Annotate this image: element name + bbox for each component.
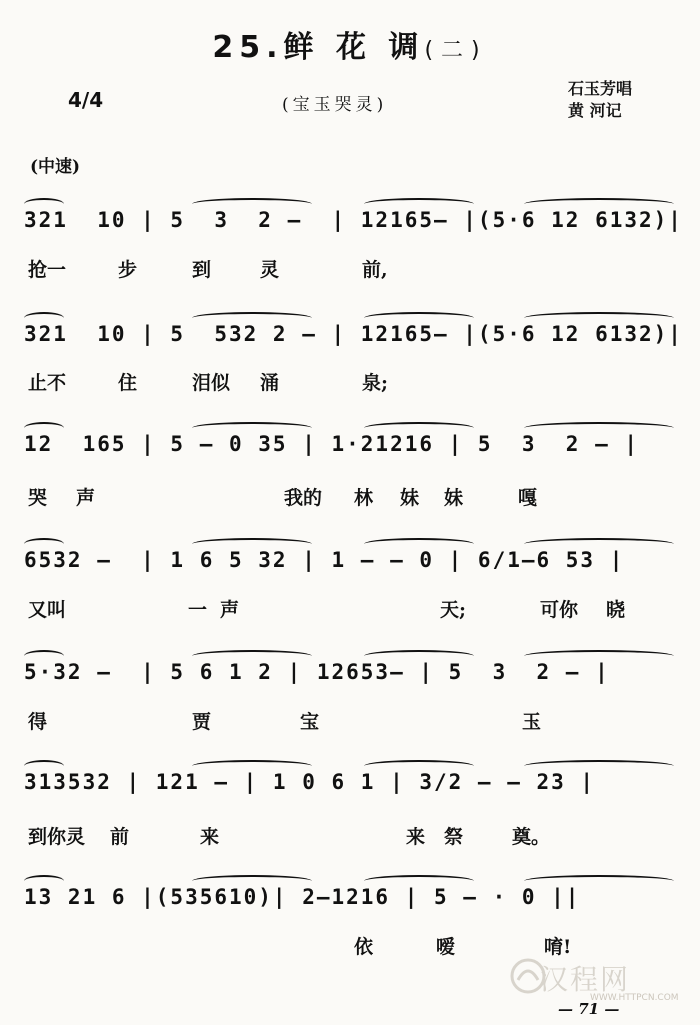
- lyric-syllable: 止不: [28, 372, 67, 394]
- lyric-syllable: 来: [200, 826, 220, 848]
- slur-mark: [192, 760, 312, 772]
- lyric-syllable: 晓: [606, 599, 626, 621]
- lyric-syllable: 哭: [28, 487, 48, 509]
- lyric-syllable: 唷!: [544, 936, 572, 958]
- slur-mark: [364, 312, 474, 324]
- watermark-logo-icon: [508, 956, 548, 996]
- lyric-row: [24, 822, 684, 852]
- notation-row: 313532 | 121 — | 1 0 6 1 | 3/2 — — 23 |: [24, 770, 596, 794]
- watermark-url: WWW.HTTPCN.COM: [590, 993, 679, 1003]
- lyric-syllable: 林: [354, 487, 374, 509]
- lyric-syllable: 嗳: [436, 936, 456, 958]
- lyric-syllable: 泪似: [192, 372, 231, 394]
- lyric-syllable: 抢一: [28, 259, 67, 281]
- lyric-syllable: 妹: [400, 487, 420, 509]
- slur-mark: [192, 312, 312, 324]
- lyric-syllable: 天;: [440, 599, 467, 621]
- lyric-syllable: 泉;: [362, 372, 389, 394]
- notation-row: 321 10 | 5 532 2 — | 12165— |(5·6 12 6132)|: [24, 322, 683, 346]
- lyric-row: [24, 483, 684, 513]
- lyric-syllable: 步: [118, 259, 138, 281]
- slur-mark: [192, 875, 312, 887]
- lyric-syllable: 妹: [444, 487, 464, 509]
- lyric-syllable: 又叫: [28, 599, 67, 621]
- slur-mark: [24, 538, 64, 550]
- lyric-syllable: 到你灵: [28, 826, 86, 848]
- lyric-syllable: 宝: [300, 711, 320, 733]
- lyric-row: [24, 707, 684, 737]
- slur-mark: [24, 650, 64, 662]
- notation-row: 6532 — | 1 6 5 32 | 1 — — 0 | 6/1—6 53 |: [24, 548, 625, 572]
- slur-mark: [524, 422, 674, 434]
- title-text: 25.鲜 花 调: [212, 30, 425, 65]
- lyric-syllable: 贾: [192, 711, 212, 733]
- time-signature: 4/4: [68, 88, 104, 112]
- notation-row: 321 10 | 5 3 2 — | 12165— |(5·6 12 6132)|: [24, 208, 683, 232]
- watermark-text: 汉程网: [540, 963, 631, 996]
- slur-mark: [524, 538, 674, 550]
- slur-mark: [364, 875, 474, 887]
- lyric-row: [24, 255, 684, 285]
- slur-mark: [24, 198, 64, 210]
- title-paren: (二): [424, 38, 488, 63]
- slur-mark: [364, 198, 474, 210]
- lyric-syllable: 声: [220, 599, 240, 621]
- slur-mark: [24, 760, 64, 772]
- slur-mark: [24, 312, 64, 324]
- lyric-syllable: 到: [192, 259, 212, 281]
- slur-mark: [524, 760, 674, 772]
- slur-mark: [364, 422, 474, 434]
- lyric-syllable: 声: [76, 487, 96, 509]
- lyric-syllable: 住: [118, 372, 138, 394]
- slur-mark: [24, 875, 64, 887]
- song-title: [0, 22, 700, 66]
- lyric-syllable: 一: [188, 599, 208, 621]
- lyric-syllable: 前: [110, 826, 130, 848]
- lyric-syllable: 可你: [540, 599, 579, 621]
- slur-mark: [524, 198, 674, 210]
- lyric-syllable: 奠。: [512, 826, 551, 848]
- lyric-syllable: 玉: [522, 711, 542, 733]
- lyric-syllable: 嘎: [518, 487, 538, 509]
- notation-row: 5·32 — | 5 6 1 2 | 12653— | 5 3 2 — |: [24, 660, 610, 684]
- slur-mark: [524, 650, 674, 662]
- notation-row: 13 21 6 |(535610)| 2—1216 | 5 — · 0 ||: [24, 885, 581, 909]
- slur-mark: [364, 650, 474, 662]
- lyric-syllable: 祭: [444, 826, 464, 848]
- page-number: — 71 —: [558, 1000, 620, 1018]
- notation-row: 12 165 | 5 — 0 35 | 1·21216 | 5 3 2 — |: [24, 432, 640, 456]
- slur-mark: [192, 422, 312, 434]
- tempo-marking: (中速): [30, 157, 81, 177]
- slur-mark: [192, 650, 312, 662]
- lyric-row: [24, 595, 684, 625]
- slur-mark: [364, 760, 474, 772]
- lyric-syllable: 依: [354, 936, 374, 958]
- recorder-credit: 黄 河记: [568, 101, 622, 120]
- lyric-syllable: 我的: [284, 487, 323, 509]
- slur-mark: [524, 312, 674, 324]
- lyric-syllable: 前,: [362, 259, 388, 281]
- lyric-syllable: 涌: [260, 372, 280, 394]
- lyric-syllable: 灵: [260, 259, 280, 281]
- slur-mark: [192, 198, 312, 210]
- singer-credit: 石玉芳唱: [568, 79, 633, 98]
- slur-mark: [24, 422, 64, 434]
- lyric-syllable: 来: [406, 826, 426, 848]
- credits: [568, 78, 632, 122]
- lyric-row: [24, 368, 684, 398]
- song-subtitle: (宝玉哭灵): [282, 95, 388, 115]
- slur-mark: [192, 538, 312, 550]
- slur-mark: [524, 875, 674, 887]
- slur-mark: [364, 538, 474, 550]
- lyric-syllable: 得: [28, 711, 48, 733]
